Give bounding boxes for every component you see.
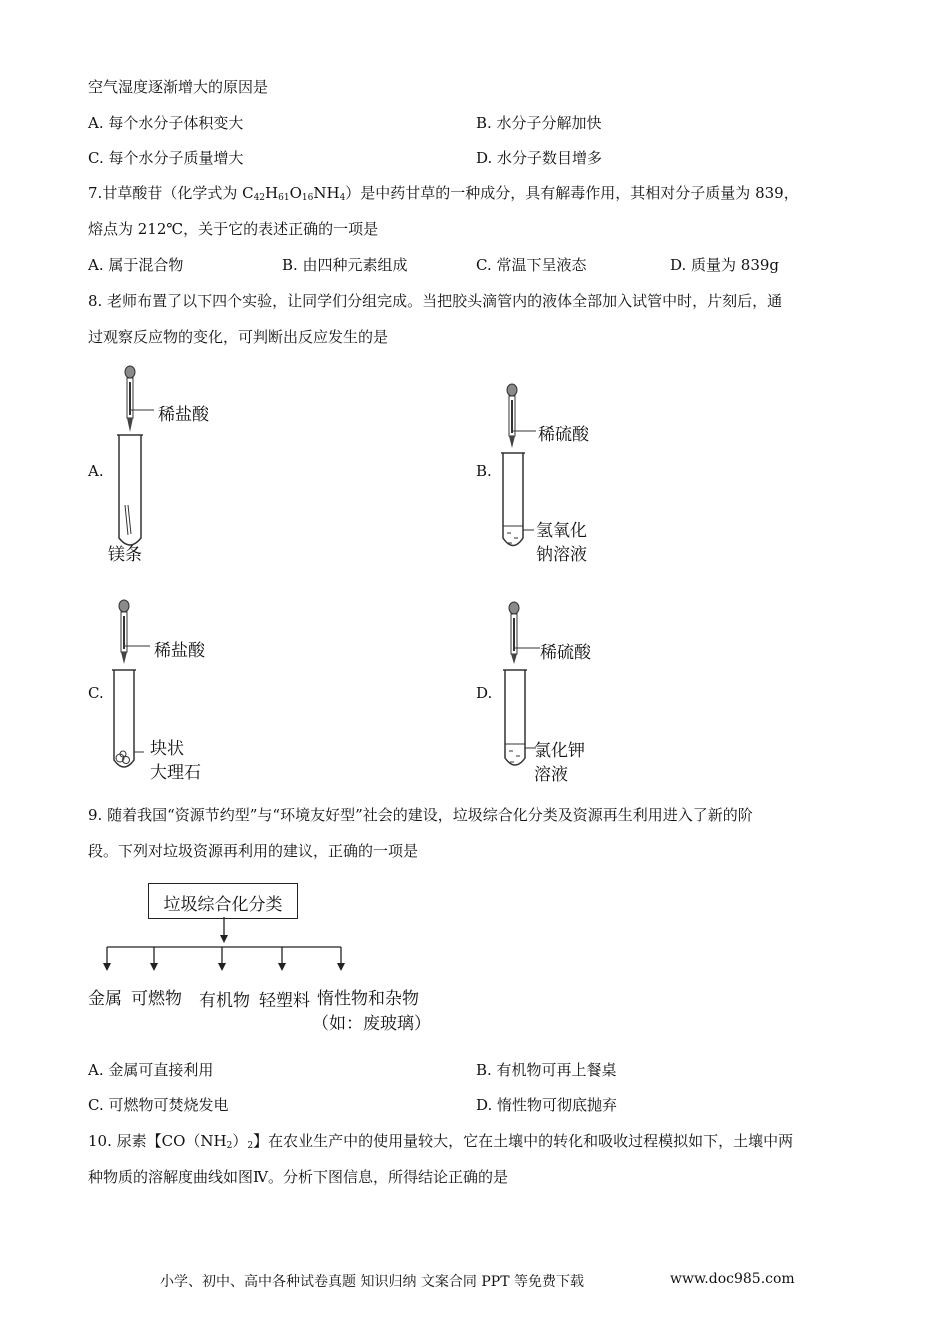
diagram-connectors [95,917,365,977]
q7-option-a: A. 属于混合物 [88,256,184,274]
exp-a-apparatus [100,360,240,570]
exp-d-tube-label-1: 氯化钾 [534,741,585,761]
exp-a-tube-label: 镁条 [108,545,142,565]
exp-c-dropper-label: 稀盐酸 [154,641,205,661]
q6-option-d: D. 水分子数目增多 [476,149,603,167]
diagram-leaf-metal: 金属 [88,989,122,1009]
exp-d-dropper-label: 稀硫酸 [540,643,591,663]
exp-b-dropper-label: 稀硫酸 [538,425,589,445]
exp-a-dropper-label: 稀盐酸 [158,405,209,425]
diagram-root-box [148,883,298,919]
q9-option-c: C. 可燃物可焚烧发电 [88,1096,229,1114]
exp-a-letter: A. [88,462,104,480]
exp-c-letter: C. [88,684,104,702]
q7-formula: $C_{42}H_{61}O_{16}NH_4$ [242,184,346,203]
footer-ad-text: 小学、初中、高中各种试卷真题 知识归纳 文案合同 PPT 等免费下载 [160,1274,584,1290]
diagram-leaf-combustible: 可燃物 [131,989,182,1009]
exp-c-tube-label-1: 块状 [150,739,184,759]
q6-stem-tail: 空气湿度逐渐增大的原因是 [88,78,269,96]
q6-option-a: A. 每个水分子体积变大 [88,114,244,132]
q7-text-after: ）是中药甘草的一种成分，具有解毒作用，其相对分子质量为 839， [345,184,799,202]
q9-option-d: D. 惰性物可彻底抛弃 [476,1096,618,1114]
q7-option-c: C. 常温下呈液态 [476,256,587,274]
q10-line2: 种物质的溶解度曲线如图Ⅳ。分析下图信息，所得结论正确的是 [88,1168,508,1186]
q7-option-b: B. 由四种元素组成 [282,256,408,274]
q9-option-b: B. 有机物可再上餐桌 [476,1061,617,1079]
exp-b-tube-label-1: 氢氧化 [536,521,587,541]
q10-line1: 10. 尿素【$CO(NH_2)_2$】在农业生产中的使用量较大，它在土壤中的转化和吸收过程模拟如下，土壤中两 [88,1132,794,1151]
footer-link[interactable]: www.doc985.com [670,1271,795,1287]
q9-line2: 段。下列对垃圾资源再利用的建议，正确的一项是 [88,842,419,860]
exp-b-letter: B. [476,462,492,480]
q7-number: 7. [88,184,103,202]
exp-b-tube-label-2: 钠溶液 [536,545,587,565]
q6-option-c: C. 每个水分子质量增大 [88,149,244,167]
diagram-leaf-organic: 有机物 [199,991,250,1011]
diagram-leaf-light-plastic: 轻塑料 [259,991,310,1011]
exp-c-tube-label-2: 大理石 [150,763,201,783]
diagram-root-label: 垃圾综合化分类 [163,895,283,915]
q8-line2: 过观察反应物的变化，可判断出反应发生的是 [88,328,389,346]
q8-line1: 8. 老师布置了以下四个实验，让同学们分组完成。当把胶头滴管内的液体全部加入试管中时，片刻后，通 [88,292,783,310]
q7-text-before: 甘草酸苷（化学式为 [102,184,243,202]
exp-d-letter: D. [476,684,493,702]
q7-option-d: D. 质量为 839g [670,256,780,274]
exp-d-tube-label-2: 溶液 [534,765,568,785]
diagram-leaf-inert: 惰性物和杂物 [317,989,419,1009]
q7-line1 [88,182,799,203]
q6-option-b: B. 水分子分解加快 [476,114,602,132]
q9-line1: 9. 随着我国“资源节约型”与“环境友好型”社会的建设，垃圾综合化分类及资源再生利用进入了新的阶 [88,806,753,824]
diagram-leaf-note: （如：废玻璃） [312,1014,431,1034]
q7-line2: 熔点为 212℃，关于它的表述正确的一项是 [88,220,379,238]
q9-option-a: A. 金属可直接利用 [88,1061,214,1079]
